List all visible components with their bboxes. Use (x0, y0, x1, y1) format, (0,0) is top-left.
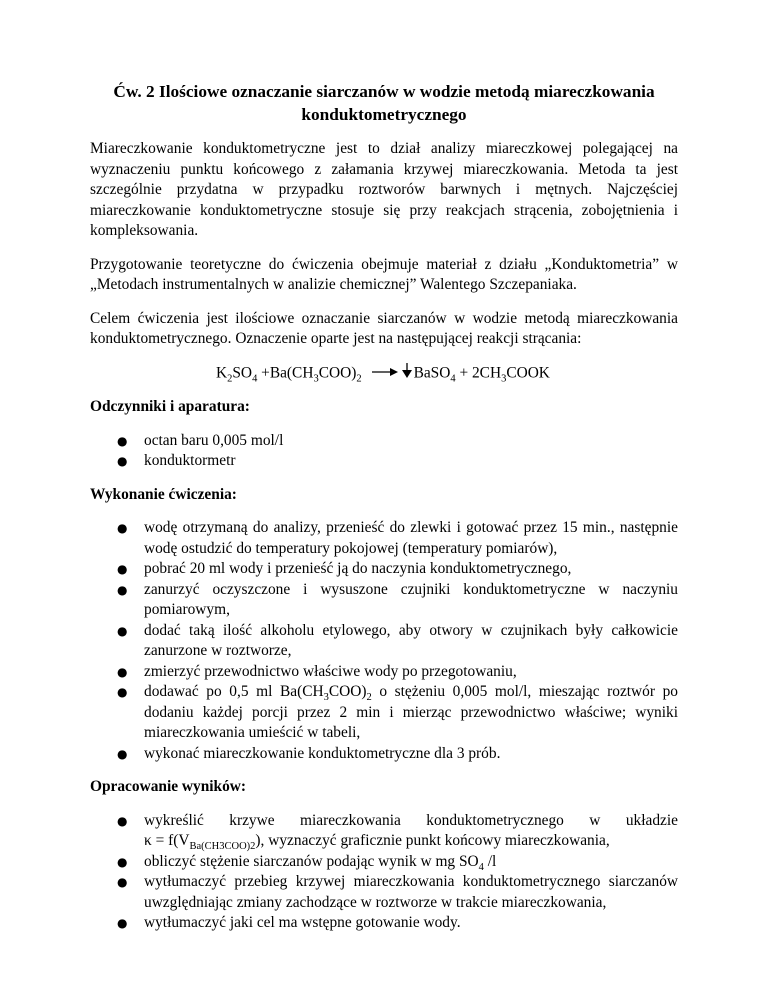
bullet-dot-icon: ● (117, 454, 128, 468)
list-item (90, 662, 678, 683)
list-item (90, 913, 678, 934)
intro-paragraph-2: Przygotowanie teoretyczne do ćwiczenia obejmuje materiał z działu „Konduktometria” w „Metodach instrumentalnych w analizie chemicznej” Walentego Szczepaniaka. (90, 255, 678, 293)
list-item-text: zmierzyć przewodnictwo właściwe wody po przegotowaniu, (144, 662, 517, 680)
list-item-subscript: 2 (366, 692, 372, 704)
reaction-text: COO) (318, 363, 357, 381)
bullet-dot-icon: ● (117, 433, 128, 448)
reaction-subscript: 2 (356, 372, 362, 384)
reaction-text: + 2CH (455, 363, 502, 381)
intro-paragraph-3: Celem ćwiczenia jest ilościowe oznaczanie siarczanów w wodzie metodą miareczkowania konduktometrycznego. Oznaczenie oparte jest na następującej reakcji strącania: (90, 309, 678, 347)
reaction-equation (90, 363, 678, 385)
bullet-dot-icon: ● (117, 813, 128, 828)
reaction-subscript: 2 (227, 372, 233, 384)
list-item (90, 872, 678, 913)
bullet-dot-icon: ● (117, 664, 128, 679)
reaction-text: +Ba(CH (257, 363, 314, 381)
bullet-dot-icon: ● (117, 746, 128, 761)
list-item (90, 518, 678, 559)
list-item (90, 682, 678, 744)
right-arrow-icon (372, 363, 398, 384)
list-item (90, 580, 678, 621)
reaction-text: SO (232, 363, 253, 381)
list-item (90, 451, 678, 472)
page-title (90, 80, 678, 126)
list-item-word: konduktometrycznego (426, 811, 564, 829)
list-item-text: wytłumaczyć przebieg krzywej miareczkowania konduktometrycznego siarczanów uwzględniając zmiany zachodzące w roztworze w trakcie miareczkowania, (144, 873, 678, 911)
list-item-text: octan baru 0,005 mol/l (144, 431, 284, 449)
list-item-text: pobrać 20 ml wody i przenieść ją do naczynia konduktometrycznego, (144, 560, 572, 577)
list-item (90, 431, 678, 452)
procedure-list (90, 518, 678, 764)
list-item (90, 559, 678, 580)
list-item (90, 852, 678, 873)
list-item-text: ), wyznaczyć graficznie punkt końcowy miareczkowania, (255, 832, 610, 849)
reaction-subscript: 4 (450, 372, 456, 384)
list-item-text: zanurzyć oczyszczone i wysuszone czujniki konduktometryczne w naczyniu pomiarowym, (144, 580, 678, 618)
list-item-first-line (144, 811, 678, 832)
reaction-subscript: 3 (501, 372, 507, 384)
bullet-dot-icon: ● (117, 562, 128, 576)
list-item-text: wodę otrzymaną do analizy, przenieść do zlewki i gotować przez 15 min., następnie wodę ostudzić do temperatury pokojowej (temperatury pomiarów), (144, 519, 678, 557)
list-item-text: /l (483, 852, 497, 870)
list-item-text: wytłumaczyć jaki cel ma wstępne gotowanie wody. (144, 914, 461, 931)
list-item-second-line (144, 831, 678, 852)
list-item (90, 621, 678, 662)
bullet-dot-icon: ● (117, 582, 128, 597)
list-item-text: wykonać miareczkowanie konduktometryczne dla 3 prób. (144, 744, 501, 762)
list-item-subscript: 3 (323, 692, 329, 704)
list-item-word: krzywe (229, 811, 275, 829)
list-item-text: obliczyć stężenie siarczanów podając wynik w mg SO (144, 852, 479, 870)
bullet-dot-icon: ● (117, 875, 128, 889)
reaction-subscript: 3 (313, 372, 319, 384)
bullet-dot-icon: ● (117, 521, 128, 535)
list-item (90, 744, 678, 765)
reagents-heading: Odczynniki i aparatura: (90, 398, 250, 415)
list-item-text: COO) (328, 683, 367, 700)
list-item-text: konduktormetr (144, 452, 236, 469)
bullet-dot-icon: ● (117, 623, 128, 638)
procedure-heading: Wykonanie ćwiczenia: (90, 485, 237, 503)
list-item-word: w (589, 811, 601, 829)
down-arrow-icon (402, 363, 412, 385)
list-item (90, 811, 678, 852)
list-item-word: układzie (625, 811, 678, 829)
title-line-1: Ćw. 2 Ilościowe oznaczanie siarczanów w wodzie metodą miareczkowania (113, 82, 655, 101)
reaction-text: COOK (506, 363, 550, 381)
list-item-subscript: Ba(CH3COO)2 (189, 841, 256, 853)
list-item-text: dodawać po 0,5 ml Ba(CH (144, 683, 324, 700)
intro-paragraph-1: Miareczkowanie konduktometryczne jest to dział analizy miareczkowej polegającej na wyznaczeniu punktu końcowego z załamania krzywej miareczkowania. Metoda ta jest szczególnie przydatna w przypadku roztworów barwnych i mętnych. Najczęściej miareczkowanie konduktometryczne stosuje się przy reakcjach strącenia, zobojętnienia i kompleksowania. (90, 140, 678, 239)
reagents-list (90, 431, 678, 472)
bullet-dot-icon: ● (117, 854, 128, 869)
reaction-text: K (216, 363, 228, 381)
bullet-dot-icon: ● (117, 916, 128, 930)
results-list (90, 811, 678, 934)
list-item-text: κ = f(V (144, 832, 190, 849)
list-item-word: wykreślić (144, 811, 204, 829)
bullet-dot-icon: ● (117, 685, 128, 699)
list-item-text: dodać taką ilość alkoholu etylowego, aby otwory w czujnikach były całkowicie zanurzone w roztworze, (144, 621, 678, 659)
list-item-text: o stężeniu 0,005 mol/l, mieszając roztwór po dodaniu każdej porcji przez 2 min i mierząc przewodnictwo właściwe; wyniki miareczkowania umieścić w tabeli, (144, 683, 678, 741)
list-item-subscript: 4 (478, 861, 484, 873)
results-heading: Opracowanie wyników: (90, 778, 247, 795)
reaction-text: BaSO (413, 363, 451, 381)
reaction-subscript: 4 (252, 372, 258, 384)
title-line-2: konduktometrycznego (301, 105, 467, 124)
list-item-word: miareczkowania (299, 811, 401, 829)
